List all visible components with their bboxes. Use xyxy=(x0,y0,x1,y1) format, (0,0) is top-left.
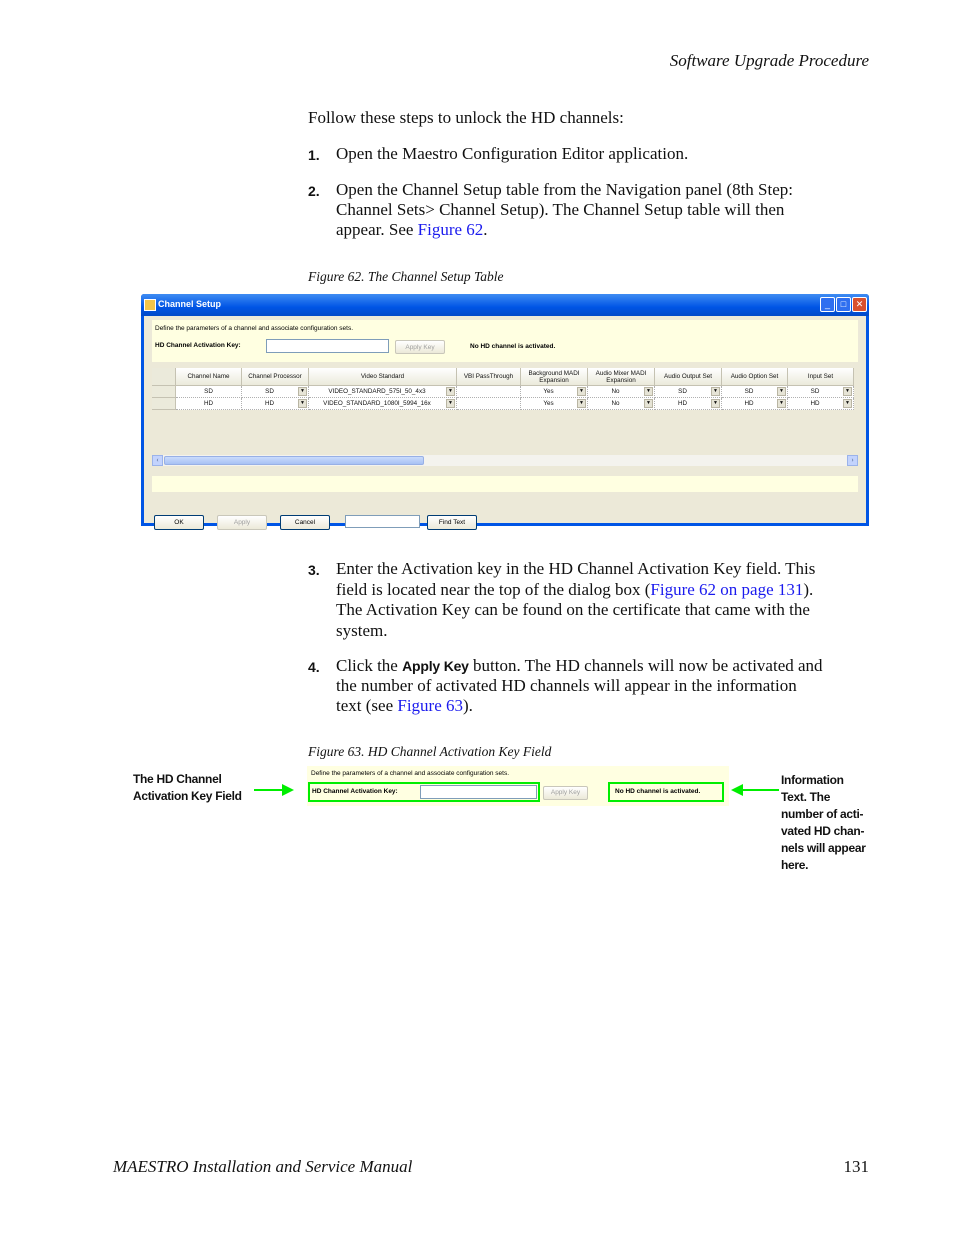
table-cell[interactable] xyxy=(788,398,854,410)
dropdown-arrow-icon[interactable]: ▼ xyxy=(577,399,586,408)
dropdown-arrow-icon[interactable]: ▼ xyxy=(577,387,586,396)
figure-63-link[interactable]: Figure 63 xyxy=(397,696,463,715)
window-title: Channel Setup xyxy=(158,299,222,309)
left-callout xyxy=(133,771,242,805)
step-2-number: 2. xyxy=(308,183,320,199)
text: appear. See xyxy=(336,220,418,239)
maximize-icon[interactable]: □ xyxy=(836,297,851,312)
key-label: HD Channel Activation Key: xyxy=(312,788,398,795)
text: . xyxy=(483,220,488,239)
table-cell[interactable] xyxy=(655,398,722,410)
page-number: 131 xyxy=(843,1157,869,1176)
step-3-line: Enter the Activation key in the HD Channel Activation Key field. This xyxy=(336,559,816,578)
callout-line: number of acti- xyxy=(781,807,864,821)
step-1-number: 1. xyxy=(308,147,320,163)
activation-key-figure xyxy=(307,766,729,806)
text: ). xyxy=(463,696,473,715)
row-header[interactable] xyxy=(152,398,176,410)
step-2-line xyxy=(336,220,866,240)
find-text-input[interactable] xyxy=(345,515,420,528)
cell-value: Yes xyxy=(543,400,554,407)
find-text-button[interactable]: Find Text xyxy=(427,515,477,530)
dropdown-arrow-icon[interactable]: ▼ xyxy=(843,399,852,408)
activation-key-input[interactable] xyxy=(420,785,537,799)
params-text: Define the parameters of a channel and associate configuration sets. xyxy=(155,325,354,332)
table-cell[interactable] xyxy=(788,386,854,398)
cell-value: SD xyxy=(810,388,820,395)
dropdown-arrow-icon[interactable]: ▼ xyxy=(298,399,307,408)
step-3-line: The Activation Key can be found on the certificate that came with the xyxy=(336,600,810,619)
cell-value: No xyxy=(611,400,620,407)
apply-key-button[interactable]: Apply Key xyxy=(395,340,445,354)
scroll-left-icon[interactable]: ‹ xyxy=(152,455,163,466)
scroll-thumb[interactable] xyxy=(164,456,424,465)
table-cell[interactable] xyxy=(521,386,588,398)
dropdown-arrow-icon[interactable]: ▼ xyxy=(777,399,786,408)
cell-value: VIDEO_STANDARD_575I_50_4x3 xyxy=(328,388,426,395)
column-header[interactable]: Audio Mixer MADI Expansion xyxy=(588,368,655,386)
table-cell[interactable] xyxy=(588,386,655,398)
dropdown-arrow-icon[interactable]: ▼ xyxy=(644,399,653,408)
column-header[interactable]: Audio Option Set xyxy=(722,368,788,386)
row-header[interactable] xyxy=(152,386,176,398)
dropdown-arrow-icon[interactable]: ▼ xyxy=(298,387,307,396)
step-3-line: system. xyxy=(336,620,388,640)
column-header[interactable]: Channel Processor xyxy=(242,368,309,386)
column-header[interactable]: Video Standard xyxy=(309,368,457,386)
table-cell[interactable] xyxy=(457,398,521,410)
column-header[interactable]: Background MADI Expansion xyxy=(521,368,588,386)
right-callout xyxy=(781,772,866,874)
window-client xyxy=(144,316,866,526)
cell-value: HD xyxy=(677,400,688,407)
key-label: HD Channel Activation Key: xyxy=(155,342,241,349)
dropdown-arrow-icon[interactable]: ▼ xyxy=(644,387,653,396)
callout-line: vated HD chan- xyxy=(781,824,865,838)
grid-corner xyxy=(152,368,176,386)
dropdown-arrow-icon[interactable]: ▼ xyxy=(777,387,786,396)
app-icon xyxy=(144,299,156,311)
info-panel xyxy=(152,320,858,362)
column-header[interactable]: Audio Output Set xyxy=(655,368,722,386)
table-cell[interactable] xyxy=(655,386,722,398)
apply-button[interactable]: Apply xyxy=(217,515,267,530)
cell-value: VIDEO_STANDARD_1080I_5994_16x xyxy=(323,400,431,407)
text: button. The HD channels will now be activated and xyxy=(468,656,823,675)
table-cell[interactable] xyxy=(176,398,242,410)
cell-value: SD xyxy=(678,388,687,395)
figure-62-link[interactable]: Figure 62 xyxy=(417,220,484,239)
step-3-line xyxy=(336,580,876,601)
step-4-line xyxy=(336,696,876,716)
dropdown-arrow-icon[interactable]: ▼ xyxy=(711,387,720,396)
status-band xyxy=(152,476,858,492)
step-2-line: Channel Sets> Channel Setup). The Channel Setup table will then xyxy=(336,200,785,219)
callout-line: Activation Key Field xyxy=(133,789,242,803)
callout-line: nels will appear xyxy=(781,841,866,855)
callout-line: here. xyxy=(781,858,809,872)
step-3-number: 3. xyxy=(308,562,320,578)
column-header[interactable]: VBI PassThrough xyxy=(457,368,521,386)
cell-value: HD xyxy=(810,400,820,407)
column-header[interactable]: Channel Name xyxy=(176,368,242,386)
apply-key-button[interactable]: Apply Key xyxy=(543,786,588,800)
step-4-text xyxy=(336,656,876,716)
text: field is located near the top of the dialog box ( xyxy=(336,579,651,599)
params-text: Define the parameters of a channel and associate configuration sets. xyxy=(311,770,510,777)
table-cell[interactable] xyxy=(309,386,457,398)
step-2-line: Open the Channel Setup table from the Navigation panel (8th Step: xyxy=(336,180,793,199)
cell-value: HD xyxy=(264,400,275,407)
step-3-text xyxy=(336,559,876,641)
cell-value: Yes xyxy=(543,388,554,395)
info-text: No HD channel is activated. xyxy=(470,343,556,350)
cell-value: HD xyxy=(744,400,754,407)
table-cell[interactable] xyxy=(457,386,521,398)
info-text: No HD channel is activated. xyxy=(615,788,701,795)
text: ). xyxy=(803,579,814,599)
text: Click the xyxy=(336,656,403,675)
running-header: Software Upgrade Procedure xyxy=(669,51,869,70)
close-icon[interactable]: ✕ xyxy=(852,297,867,312)
scroll-right-icon[interactable]: › xyxy=(847,455,858,466)
cell-value: SD xyxy=(204,388,213,395)
table-cell[interactable] xyxy=(521,398,588,410)
step-4-line: the number of activated HD channels will appear in the information xyxy=(336,676,797,695)
table-cell[interactable] xyxy=(722,398,788,410)
callout-line: Text. The xyxy=(781,790,831,804)
dropdown-arrow-icon[interactable]: ▼ xyxy=(446,399,455,408)
activation-key-input[interactable] xyxy=(266,339,389,353)
channel-setup-window xyxy=(141,294,869,526)
table-cell[interactable] xyxy=(722,386,788,398)
minimize-icon[interactable]: _ xyxy=(820,297,835,312)
step-2-text xyxy=(336,180,866,240)
ok-button[interactable]: OK xyxy=(154,515,204,530)
dropdown-arrow-icon[interactable]: ▼ xyxy=(843,387,852,396)
horizontal-scrollbar[interactable] xyxy=(152,455,858,466)
text: text (see xyxy=(336,696,398,715)
cancel-button[interactable]: Cancel xyxy=(280,515,330,530)
left-arrow-icon xyxy=(731,782,779,798)
table-cell[interactable] xyxy=(176,386,242,398)
apply-key-ref: Apply Key xyxy=(402,658,469,674)
dropdown-arrow-icon[interactable]: ▼ xyxy=(446,387,455,396)
cell-value: SD xyxy=(265,388,274,395)
cell-value: SD xyxy=(744,388,754,395)
cell-value: HD xyxy=(203,400,214,407)
table-cell[interactable] xyxy=(242,386,309,398)
figure-62-page-link[interactable]: Figure 62 on page 131 xyxy=(650,579,804,599)
title-bar xyxy=(141,294,869,316)
step-4-number: 4. xyxy=(308,659,320,675)
right-arrow-icon xyxy=(254,782,296,798)
table-cell[interactable] xyxy=(309,398,457,410)
step-4-line xyxy=(336,656,876,676)
cell-value: No xyxy=(611,388,620,395)
dropdown-arrow-icon[interactable]: ▼ xyxy=(711,399,720,408)
figure-63-caption: Figure 63. HD Channel Activation Key Field xyxy=(308,744,552,759)
step-1-text: Open the Maestro Configuration Editor application. xyxy=(336,144,689,163)
column-header[interactable]: Input Set xyxy=(788,368,854,386)
table-cell[interactable] xyxy=(588,398,655,410)
table-cell[interactable] xyxy=(242,398,309,410)
footer-title: MAESTRO Installation and Service Manual xyxy=(113,1157,413,1176)
callout-line: Information xyxy=(781,773,844,787)
intro-text: Follow these steps to unlock the HD channels: xyxy=(308,108,624,127)
figure-62-caption: Figure 62. The Channel Setup Table xyxy=(308,269,504,284)
callout-line: The HD Channel xyxy=(133,772,222,786)
